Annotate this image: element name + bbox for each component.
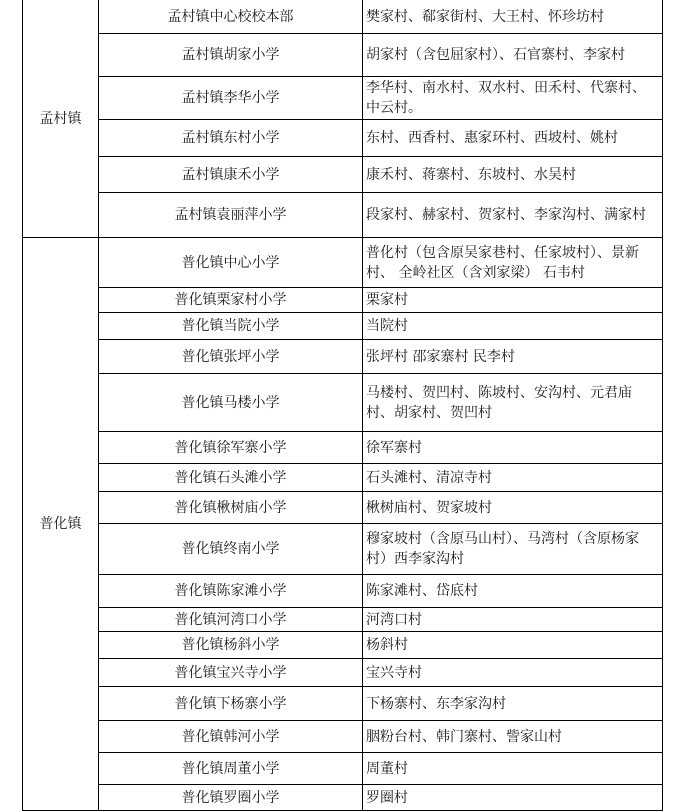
table-row	[23, 464, 663, 492]
school-cell: 普化镇栗家村小学	[99, 288, 363, 313]
table-row	[23, 524, 663, 575]
school-cell: 普化镇楸树庙小学	[99, 492, 363, 524]
school-cell: 孟村镇东村小学	[99, 120, 363, 157]
table-row	[23, 238, 663, 288]
villages-cell: 宝兴寺村	[363, 659, 663, 687]
villages-cell: 樊家村、郗家街村、大王村、怀珍坊村	[363, 0, 663, 34]
school-cell: 普化镇中心小学	[99, 238, 363, 288]
school-cell: 普化镇马楼小学	[99, 374, 363, 432]
table-row	[23, 659, 663, 687]
school-cell: 普化镇罗圈小学	[99, 785, 363, 811]
table-row	[23, 432, 663, 464]
table-row	[23, 120, 663, 157]
table-row	[23, 632, 663, 659]
table-row	[23, 575, 663, 608]
villages-cell: 段家村、赫家村、贺家村、李家沟村、满家村	[363, 193, 663, 238]
table-row	[23, 785, 663, 811]
villages-cell: 普化村（包含原吴家巷村、任家坡村）、景新村、 全岭社区（含刘家梁） 石韦村	[363, 238, 663, 288]
table-row	[23, 0, 663, 34]
villages-cell: 杨斜村	[363, 632, 663, 659]
villages-cell: 张坪村 邵家寨村 民李村	[363, 340, 663, 374]
table-row	[23, 77, 663, 120]
school-cell: 孟村镇袁丽萍小学	[99, 193, 363, 238]
table-row	[23, 753, 663, 785]
table-row	[23, 340, 663, 374]
villages-cell: 周董村	[363, 753, 663, 785]
school-cell: 孟村镇李华小学	[99, 77, 363, 120]
villages-cell: 河湾口村	[363, 608, 663, 632]
villages-cell: 李华村、南水村、双水村、田禾村、代寨村、中云村。	[363, 77, 663, 120]
school-cell: 普化镇张坪小学	[99, 340, 363, 374]
villages-cell: 徐军寨村	[363, 432, 663, 464]
villages-cell: 陈家滩村、岱底村	[363, 575, 663, 608]
school-cell: 普化镇宝兴寺小学	[99, 659, 363, 687]
table-row	[23, 313, 663, 340]
villages-cell: 胭粉台村、韩门寨村、訾家山村	[363, 721, 663, 753]
school-cell: 孟村镇康禾小学	[99, 157, 363, 193]
school-district-table	[22, 0, 663, 811]
villages-cell: 马楼村、贺凹村、陈坡村、安沟村、元君庙村、胡家村、贺凹村	[363, 374, 663, 432]
table-row	[23, 157, 663, 193]
villages-cell: 楸树庙村、贺家坡村	[363, 492, 663, 524]
table-row	[23, 374, 663, 432]
town-cell: 孟村镇	[23, 0, 99, 238]
table-row	[23, 721, 663, 753]
town-cell: 普化镇	[23, 238, 99, 811]
school-cell: 普化镇下杨寨小学	[99, 687, 363, 721]
school-cell: 普化镇终南小学	[99, 524, 363, 575]
villages-cell: 栗家村	[363, 288, 663, 313]
villages-cell: 当院村	[363, 313, 663, 340]
table-row	[23, 492, 663, 524]
table-row	[23, 687, 663, 721]
villages-cell: 康禾村、蒋寨村、东坡村、水吴村	[363, 157, 663, 193]
school-cell: 孟村镇胡家小学	[99, 34, 363, 77]
table-row	[23, 608, 663, 632]
school-cell: 普化镇周董小学	[99, 753, 363, 785]
villages-cell: 下杨寨村、东李家沟村	[363, 687, 663, 721]
villages-cell: 罗圈村	[363, 785, 663, 811]
table-row	[23, 193, 663, 238]
school-cell: 孟村镇中心校校本部	[99, 0, 363, 34]
school-cell: 普化镇杨斜小学	[99, 632, 363, 659]
villages-cell: 东村、西香村、惠家环村、西坡村、姚村	[363, 120, 663, 157]
school-cell: 普化镇河湾口小学	[99, 608, 363, 632]
school-cell: 普化镇石头滩小学	[99, 464, 363, 492]
school-cell: 普化镇陈家滩小学	[99, 575, 363, 608]
school-cell: 普化镇韩河小学	[99, 721, 363, 753]
school-cell: 普化镇徐军寨小学	[99, 432, 363, 464]
table-row	[23, 34, 663, 77]
villages-cell: 胡家村（含包屈家村）、石官寨村、李家村	[363, 34, 663, 77]
villages-cell: 石头滩村、清凉寺村	[363, 464, 663, 492]
table-row	[23, 288, 663, 313]
villages-cell: 穆家坡村（含原马山村）、马湾村（含原杨家村）西李家沟村	[363, 524, 663, 575]
school-cell: 普化镇当院小学	[99, 313, 363, 340]
